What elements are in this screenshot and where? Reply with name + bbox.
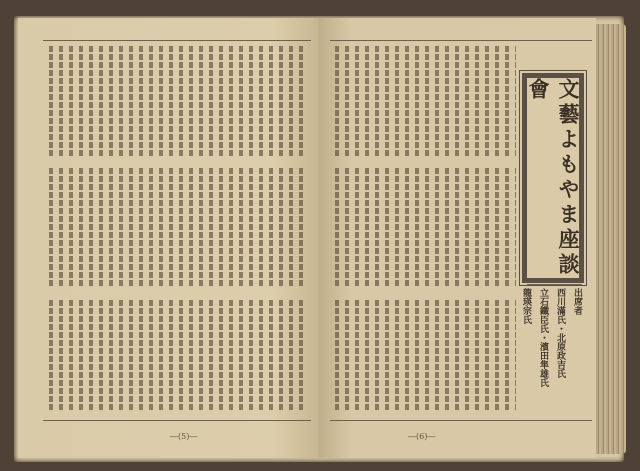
text-block [46, 168, 308, 288]
page-number: ―(6)― [408, 432, 436, 441]
article-title-box [522, 73, 584, 283]
attendee-line: 立石鐵臣氏・濱田隼雄氏 [538, 288, 548, 387]
bottom-rule [43, 420, 311, 421]
text-block [332, 46, 516, 158]
attendee-line: 西川滿氏・北原政吉氏 [555, 288, 565, 378]
page-edges [596, 24, 626, 454]
article-title: 文藝よもやま座談會 [526, 78, 581, 278]
attendees-rule [527, 284, 582, 285]
text-block [332, 300, 516, 412]
left-page [18, 18, 318, 458]
top-rule [43, 40, 311, 41]
text-block [46, 46, 308, 158]
text-block [46, 300, 308, 412]
page-number: ―(5)― [170, 432, 198, 441]
attendee-line: 龍瑛宗氏 [521, 288, 531, 324]
attendees-label: 出席者 [572, 288, 582, 315]
top-rule [330, 40, 592, 41]
attendees-list [521, 288, 584, 438]
text-block [332, 168, 516, 288]
